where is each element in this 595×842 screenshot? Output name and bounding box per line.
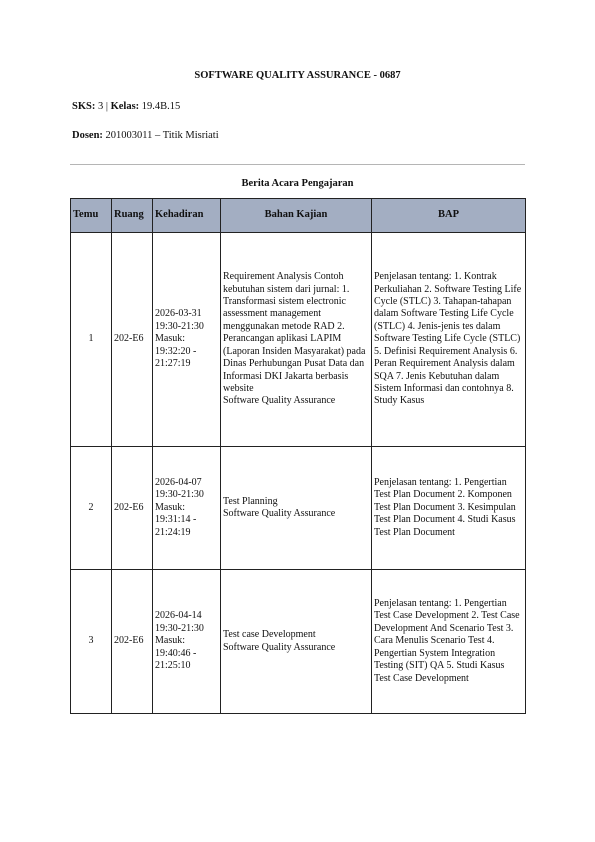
kelas-value: 19.4B.15 [139, 101, 181, 112]
header-kehadiran: Kehadiran [153, 199, 221, 233]
sks-label: SKS: [72, 101, 96, 112]
bahan-course: Software Quality Assurance [223, 508, 336, 519]
attendance-date: 2026-04-07 [155, 476, 202, 488]
cell-ruang: 202-E6 [112, 233, 153, 447]
table-row [71, 570, 526, 714]
bahan-topic: Test Planning [223, 495, 278, 507]
cell-kehadiran [153, 570, 221, 714]
attendance-out-time: 21:27:19 [155, 358, 191, 370]
bap-table [70, 198, 526, 714]
cell-kehadiran [153, 233, 221, 447]
cell-ruang: 202-E6 [112, 570, 153, 714]
attendance-in-time: 19:40:46 - [155, 647, 197, 659]
attendance-out-time: 21:25:10 [155, 660, 191, 672]
info-separator: | [103, 101, 111, 112]
dosen-value: 201003011 – Titik Misriati [102, 130, 219, 141]
bahan-course: Software Quality Assurance [223, 641, 336, 653]
lecturer-line [72, 130, 219, 141]
cell-bahan-kajian [221, 447, 372, 570]
header-bap: BAP [372, 199, 526, 233]
attendance-in-time: 19:32:20 - [155, 345, 197, 357]
attendance-in-time: 19:31:14 - [155, 514, 197, 526]
attendance-masuk-label: Masuk: [155, 333, 185, 345]
kelas-label: Kelas: [110, 101, 140, 112]
cell-temu: 3 [71, 570, 112, 714]
cell-bap: Penjelasan tentang: 1. Kontrak Perkuliahan 2. Software Testing Life Cycle (STLC) 3. Tahapan-tahapan dalam Software Testing Life Cycle (STLC) 4. Jenis-jenis tes dalam Software Testing Life Cycle (STLC) 5. Definisi Requirement Analysis 6. Peran Requirement Analysis dalam SQA 7. Jenis Kebutuhan dalam Sistem Informasi dan contohnya 8. Study Kasus [372, 233, 526, 447]
attendance-schedule: 19:30-21:30 [155, 489, 204, 501]
cell-ruang: 202-E6 [112, 447, 153, 570]
attendance-schedule: 19:30-21:30 [155, 622, 204, 634]
attendance-schedule: 19:30-21:30 [155, 320, 204, 332]
sks-value: 3 [95, 101, 104, 112]
section-title: Berita Acara Pengajaran [241, 178, 354, 189]
attendance-masuk-label: Masuk: [155, 635, 185, 647]
attendance-out-time: 21:24:19 [155, 526, 191, 538]
cell-bap: Penjelasan tentang: 1. Pengertian Test Case Development 2. Test Case Development And Scenario Test 3. Cara Menulis Scenario Test 4. Pengertian System Integration Testing (SIT) QA 5. Studi Kasus Test Case Development [372, 570, 526, 714]
cell-bahan-kajian [221, 233, 372, 447]
dosen-label: Dosen: [72, 130, 103, 141]
horizontal-divider [70, 164, 525, 165]
cell-bahan-kajian [221, 570, 372, 714]
cell-temu: 2 [71, 447, 112, 570]
bahan-topic: Requirement Analysis Contoh kebutuhan sistem dari jurnal: 1. Transformasi sistem electronic assessment management menggunakan metode RAD 2. Perancangan aplikasi LAPIM (Laporan Insiden Masyarakat) pada Dinas Perhubungan Pusat Data dan Informasi DKI Jakarta berbasis website [223, 271, 366, 394]
attendance-date: 2026-04-14 [155, 610, 202, 622]
cell-kehadiran [153, 447, 221, 570]
table-row [71, 447, 526, 570]
header-bahan-kajian: Bahan Kajian [221, 199, 372, 233]
course-info-line [72, 101, 180, 112]
attendance-date: 2026-03-31 [155, 308, 202, 320]
header-temu: Temu [71, 199, 112, 233]
bahan-course: Software Quality Assurance [223, 395, 336, 407]
table-row [71, 233, 526, 447]
cell-temu: 1 [71, 233, 112, 447]
bahan-topic: Test case Development [223, 629, 316, 641]
cell-bap: Penjelasan tentang: 1. Pengertian Test Plan Document 2. Komponen Test Plan Document 3. Kesimpulan Test Plan Document 4. Studi Kasus Test Plan Document [372, 447, 526, 570]
course-title: SOFTWARE QUALITY ASSURANCE - 0687 [194, 70, 401, 81]
attendance-masuk-label: Masuk: [155, 501, 185, 513]
header-ruang: Ruang [112, 199, 153, 233]
table-header-row [71, 199, 526, 233]
